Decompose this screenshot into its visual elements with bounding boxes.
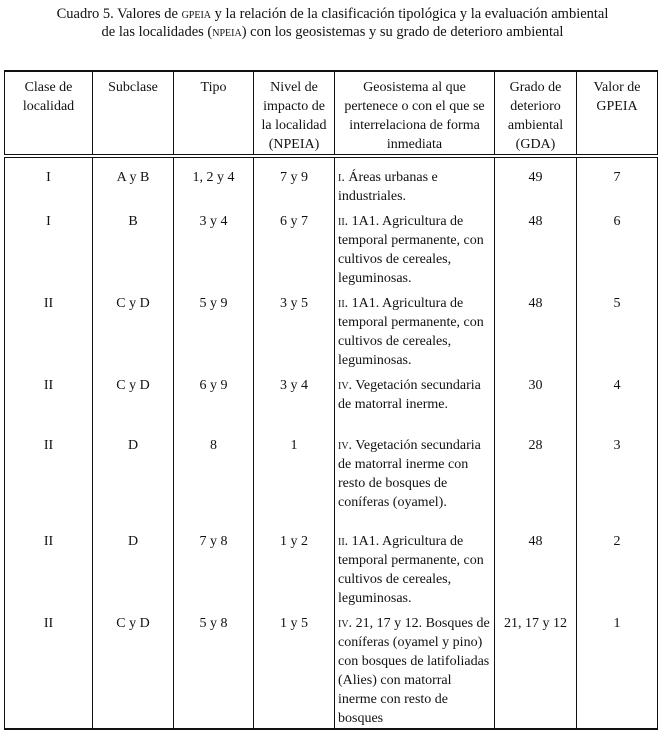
cell-nivel: 1 y 5 [254,608,335,729]
geosystem-number: ii. [338,534,349,549]
cell-geosistema [335,370,495,430]
cell-nivel: 1 y 2 [254,526,335,608]
table-row [5,370,658,430]
caption-text: de las localidades ( [101,24,213,40]
caption-text: Cuadro 5. Valores de [56,6,182,22]
cell-gpeia: 1 [577,608,658,729]
cell-gpeia: 6 [577,206,658,288]
column-header: Valor de GPEIA [577,71,658,156]
cell-subclase: C y D [93,370,174,430]
cell-gpeia: 7 [577,162,658,206]
cell-subclase: B [93,206,174,288]
cell-nivel: 6 y 7 [254,206,335,288]
cell-tipo: 1, 2 y 4 [174,162,254,206]
column-header: Geosistema al que pertenece o con el que se interrelaciona de forma inmediata [335,71,495,156]
geosystem-number: ii. [338,296,349,311]
cell-tipo: 5 y 9 [174,288,254,370]
cell-gpeia: 2 [577,526,658,608]
data-table [4,70,658,730]
cell-gpeia: 5 [577,288,658,370]
table-row [5,526,658,608]
cell-geosistema [335,288,495,370]
cell-tipo: 3 y 4 [174,206,254,288]
cell-tipo: 5 y 8 [174,608,254,729]
cell-gda: 48 [495,288,577,370]
cell-geosistema [335,526,495,608]
geosystem-text: Vegetación secundaria de matorral inerme. [338,378,481,412]
cell-subclase: D [93,430,174,526]
geosystem-number: iv. [338,616,353,631]
geosystem-number: i. [338,170,345,185]
geosystem-text: 21, 17 y 12. Bosques de coníferas (oyamel y pino) con bosques de latifoliadas (Alies) con matorral inerme con resto de bosques [338,616,490,726]
cell-geosistema [335,608,495,729]
cell-clase: II [5,288,93,370]
cell-gda: 28 [495,430,577,526]
cell-tipo: 8 [174,430,254,526]
table-row [5,206,658,288]
column-header: Grado de deterioro ambiental (GDA) [495,71,577,156]
cell-nivel: 7 y 9 [254,162,335,206]
table-row [5,608,658,729]
cell-gda: 49 [495,162,577,206]
column-header: Tipo [174,71,254,156]
cell-clase: II [5,526,93,608]
geosystem-text: 1A1. Agricultura de temporal permanente, con cultivos de cereales, leguminosas. [338,296,484,368]
geosystem-number: iv. [338,438,353,453]
column-header: Clase de localidad [5,71,93,156]
column-header: Nivel de impacto de la localidad (NPEIA) [254,71,335,156]
cell-clase: II [5,608,93,729]
geosystem-text: Vegetación secundaria de matorral inerme con resto de bosques de coníferas (oyamel). [338,438,481,510]
cell-gda: 21, 17 y 12 [495,608,577,729]
caption-text: y la relación de la clasificación tipológica y la evaluación ambiental [211,6,609,22]
cell-nivel: 3 y 4 [254,370,335,430]
cell-subclase: D [93,526,174,608]
header-row [5,71,658,156]
caption-text: ) con los geosistemas y su grado de deterioro ambiental [241,24,564,40]
cell-subclase: A y B [93,162,174,206]
cell-gda: 30 [495,370,577,430]
cell-geosistema [335,206,495,288]
cell-nivel: 1 [254,430,335,526]
cell-subclase: C y D [93,288,174,370]
caption-abbr: npeia [212,24,242,40]
cell-geosistema [335,162,495,206]
cell-clase: I [5,206,93,288]
cell-gpeia: 3 [577,430,658,526]
table-caption [0,5,665,41]
cell-subclase: C y D [93,608,174,729]
table-row [5,430,658,526]
cell-gda: 48 [495,206,577,288]
geosystem-number: ii. [338,214,349,229]
geosystem-text: Áreas urbanas e industriales. [338,170,438,204]
geosystem-text: 1A1. Agricultura de temporal permanente, con cultivos de cereales, leguminosas. [338,534,484,606]
cell-nivel: 3 y 5 [254,288,335,370]
cell-tipo: 7 y 8 [174,526,254,608]
cell-clase: II [5,430,93,526]
caption-abbr: gpeia [181,6,212,22]
column-header: Subclase [93,71,174,156]
cell-geosistema [335,430,495,526]
cell-gpeia: 4 [577,370,658,430]
cell-clase: II [5,370,93,430]
cell-gda: 48 [495,526,577,608]
table-row [5,288,658,370]
cell-tipo: 6 y 9 [174,370,254,430]
cell-clase: I [5,162,93,206]
geosystem-number: iv. [338,378,353,393]
geosystem-text: 1A1. Agricultura de temporal permanente, con cultivos de cereales, leguminosas. [338,214,484,286]
table-row [5,162,658,206]
